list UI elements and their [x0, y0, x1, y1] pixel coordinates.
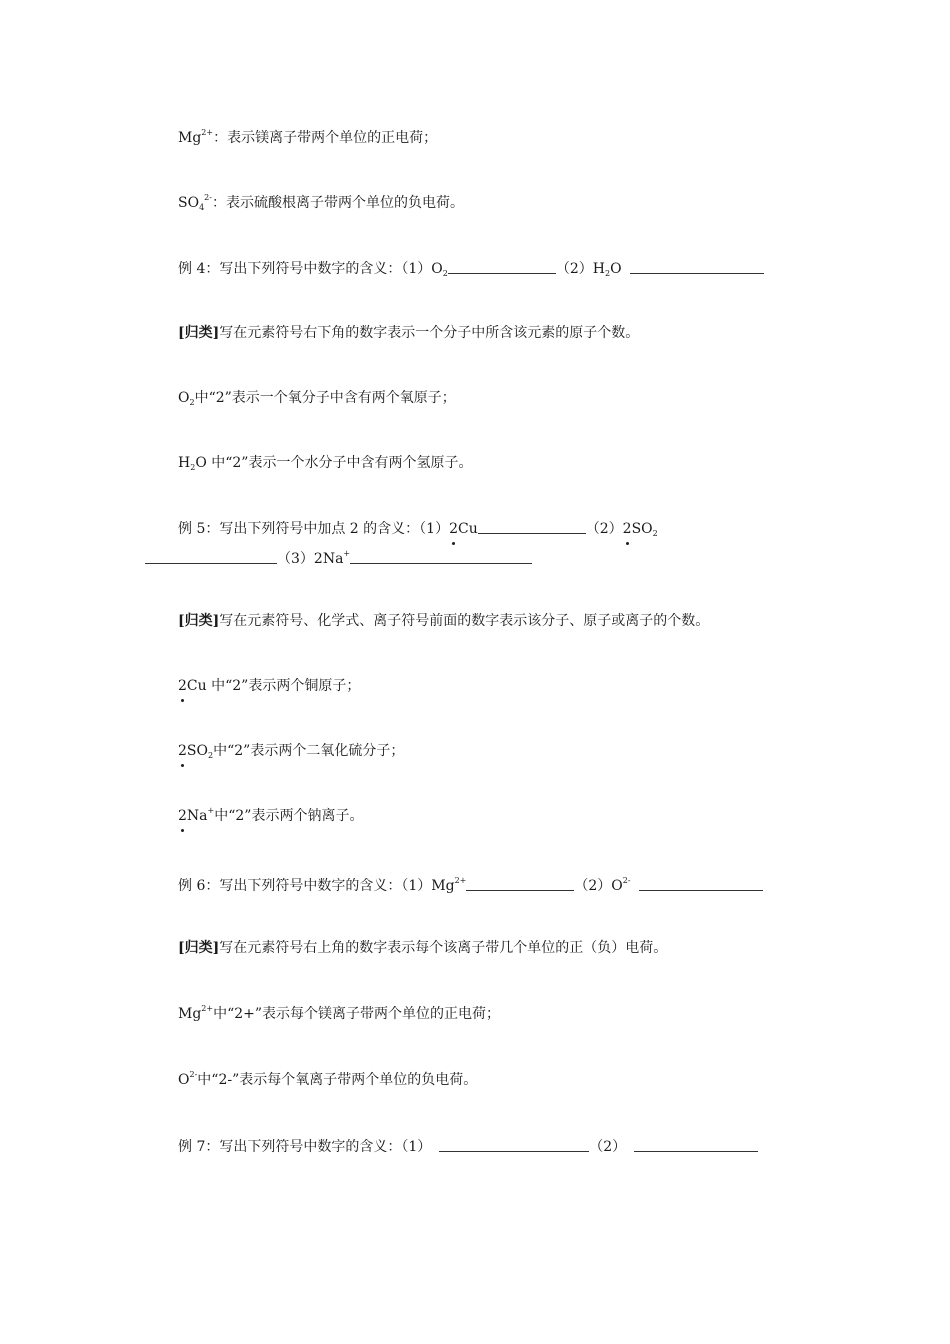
text-line-2so2: $2SO_2$中“2”表示两个二氧化硫分子；: [178, 743, 405, 760]
answer-blank[interactable]: [630, 259, 764, 274]
answer-blank[interactable]: [478, 519, 586, 534]
text-line-h2o: $H_2O$ 中“2”表示一个水分子中含有两个氢原子。: [178, 455, 473, 472]
text-line-o2minus: $O^{2-}$中“2-”表示每个氧离子带两个单位的负电荷。: [178, 1070, 478, 1088]
answer-blank[interactable]: [350, 549, 532, 564]
text-line-2na: 2Na+中“2”表示两个钠离子。: [178, 806, 364, 824]
example-5-continuation: （3）2Na+: [145, 548, 532, 569]
summary-line-superscript: [归类]写在元素符号右上角的数字表示每个该离子带几个单位的正（负）电荷。: [178, 940, 668, 956]
answer-blank[interactable]: [448, 259, 556, 274]
answer-blank[interactable]: [145, 549, 277, 564]
summary-line-subscript: [归类]写在元素符号右下角的数字表示一个分子中所含该元素的原子个数。: [178, 325, 640, 341]
answer-blank[interactable]: [634, 1137, 758, 1152]
summary-line-coefficient: [归类]写在元素符号、化学式、离子符号前面的数字表示该分子、原子或离子的个数。: [178, 613, 710, 629]
example-4-question: 例 4：写出下列符号中数字的含义：$(1)O_2$ $(2)H_2O$: [178, 258, 764, 279]
text-line-2cu: 2Cu 中“2”表示两个铜原子；: [178, 678, 361, 694]
answer-blank[interactable]: [639, 876, 763, 891]
example-7-question: 例 7：写出下列符号中数字的含义：（1） （2）: [178, 1136, 758, 1157]
answer-blank[interactable]: [439, 1137, 589, 1152]
text-line-mg-ion: $Mg^{2+}$：表示镁离子带两个单位的正电荷；: [178, 128, 438, 146]
example-6-question: 例 6：写出下列符号中数字的含义：$(1)Mg^{2+}$ $(2)O^{2-}$: [178, 875, 763, 896]
example-5-question: 例 5：写出下列符号中加点 2 的含义：（1）2Cu $(2)2SO_2$: [178, 521, 658, 538]
text-line-o2: $O_2$中“2”表示一个氧分子中含有两个氧原子；: [178, 390, 456, 407]
text-line-mg2plus: $Mg^{2+}$中“2+”表示每个镁离子带两个单位的正电荷；: [178, 1004, 501, 1022]
text-line-sulfate-ion: $SO_4^{2-}$：表示硫酸根离子带两个单位的负电荷。: [178, 193, 464, 212]
answer-blank[interactable]: [466, 876, 574, 891]
